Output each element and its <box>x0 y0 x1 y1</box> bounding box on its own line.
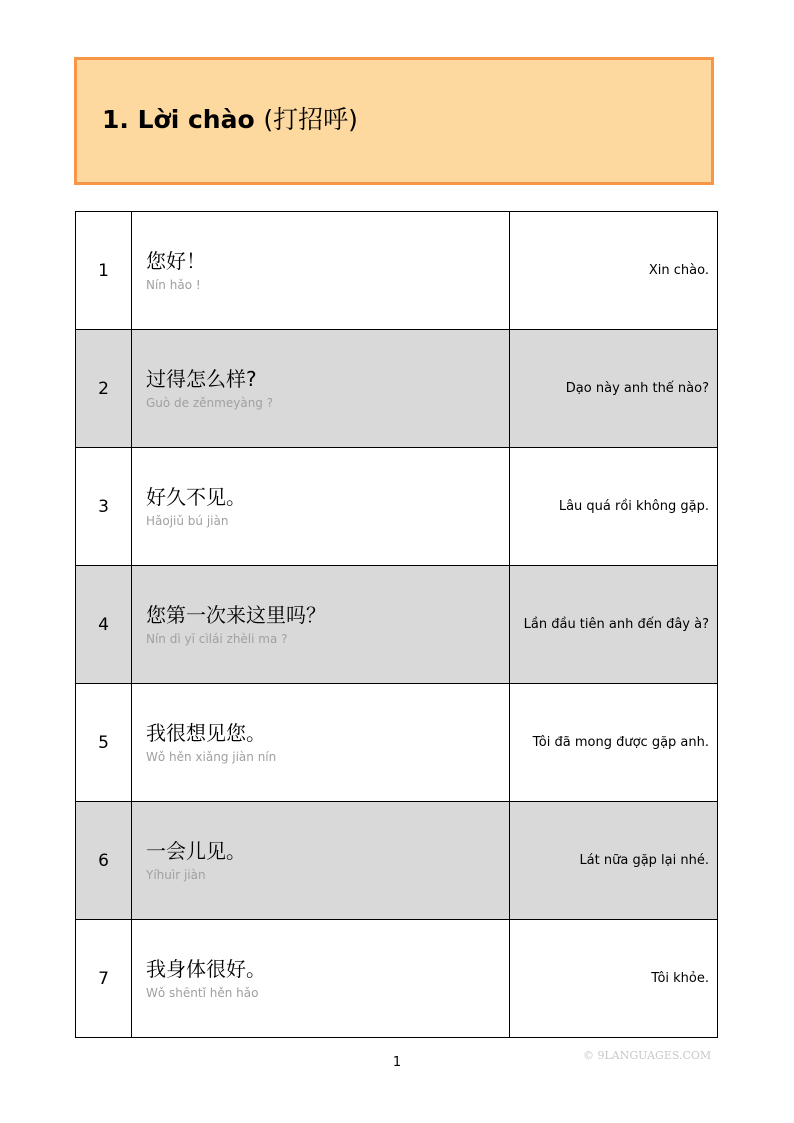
vietnamese-translation: Xin chào. <box>510 212 718 330</box>
section-header <box>74 57 714 185</box>
vietnamese-translation: Lần đầu tiên anh đến đây à? <box>510 566 718 684</box>
vietnamese-translation: Tôi khỏe. <box>510 920 718 1038</box>
phrase-cell <box>132 920 510 1038</box>
row-number: 7 <box>76 920 132 1038</box>
chinese-phrase: 您好！ <box>146 248 206 273</box>
section-title <box>102 105 358 135</box>
row-number: 3 <box>76 448 132 566</box>
pinyin-text: Wǒ shēntǐ hěn hǎo <box>146 985 259 1000</box>
row-number: 6 <box>76 802 132 920</box>
table-row <box>76 448 718 566</box>
row-number: 2 <box>76 330 132 448</box>
page-number: 1 <box>392 1055 402 1070</box>
chinese-phrase: 您第一次来这里吗？ <box>146 602 326 627</box>
chinese-phrase: 好久不见。 <box>146 484 246 509</box>
pinyin-text: Yíhuìr jiàn <box>146 867 206 882</box>
pinyin-text: Wǒ hěn xiǎng jiàn nín <box>146 749 277 764</box>
row-number: 5 <box>76 684 132 802</box>
phrase-cell <box>132 448 510 566</box>
phrase-cell <box>132 330 510 448</box>
table-row <box>76 920 718 1038</box>
chinese-phrase: 我很想见您。 <box>146 720 266 745</box>
phrase-cell <box>132 212 510 330</box>
chinese-phrase: 我身体很好。 <box>146 956 266 981</box>
phrase-cell <box>132 566 510 684</box>
pinyin-text: Guò de zěnmeyàng ? <box>146 395 274 410</box>
table-row <box>76 684 718 802</box>
chinese-phrase: 一会儿见。 <box>146 838 246 863</box>
pinyin-text: Nín hǎo ! <box>146 277 201 292</box>
section-title-chinese: (打招呼) <box>263 105 358 134</box>
table-row <box>76 212 718 330</box>
vietnamese-translation: Lát nữa gặp lại nhé. <box>510 802 718 920</box>
phrase-table <box>75 211 718 1038</box>
section-title-vietnamese: 1. Lời chào <box>102 105 255 134</box>
row-number: 1 <box>76 212 132 330</box>
watermark: © 9LANGUAGES.COM <box>583 1049 712 1062</box>
phrase-cell <box>132 802 510 920</box>
chinese-phrase: 过得怎么样? <box>146 366 257 391</box>
pinyin-text: Hǎojiǔ bú jiàn <box>146 513 229 528</box>
table-row <box>76 802 718 920</box>
table-row <box>76 330 718 448</box>
phrase-cell <box>132 684 510 802</box>
row-number: 4 <box>76 566 132 684</box>
pinyin-text: Nín dì yī cìlái zhèli ma ? <box>146 631 288 646</box>
table-row <box>76 566 718 684</box>
vietnamese-translation: Tôi đã mong được gặp anh. <box>510 684 718 802</box>
vietnamese-translation: Dạo này anh thế nào? <box>510 330 718 448</box>
vietnamese-translation: Lâu quá rồi không gặp. <box>510 448 718 566</box>
